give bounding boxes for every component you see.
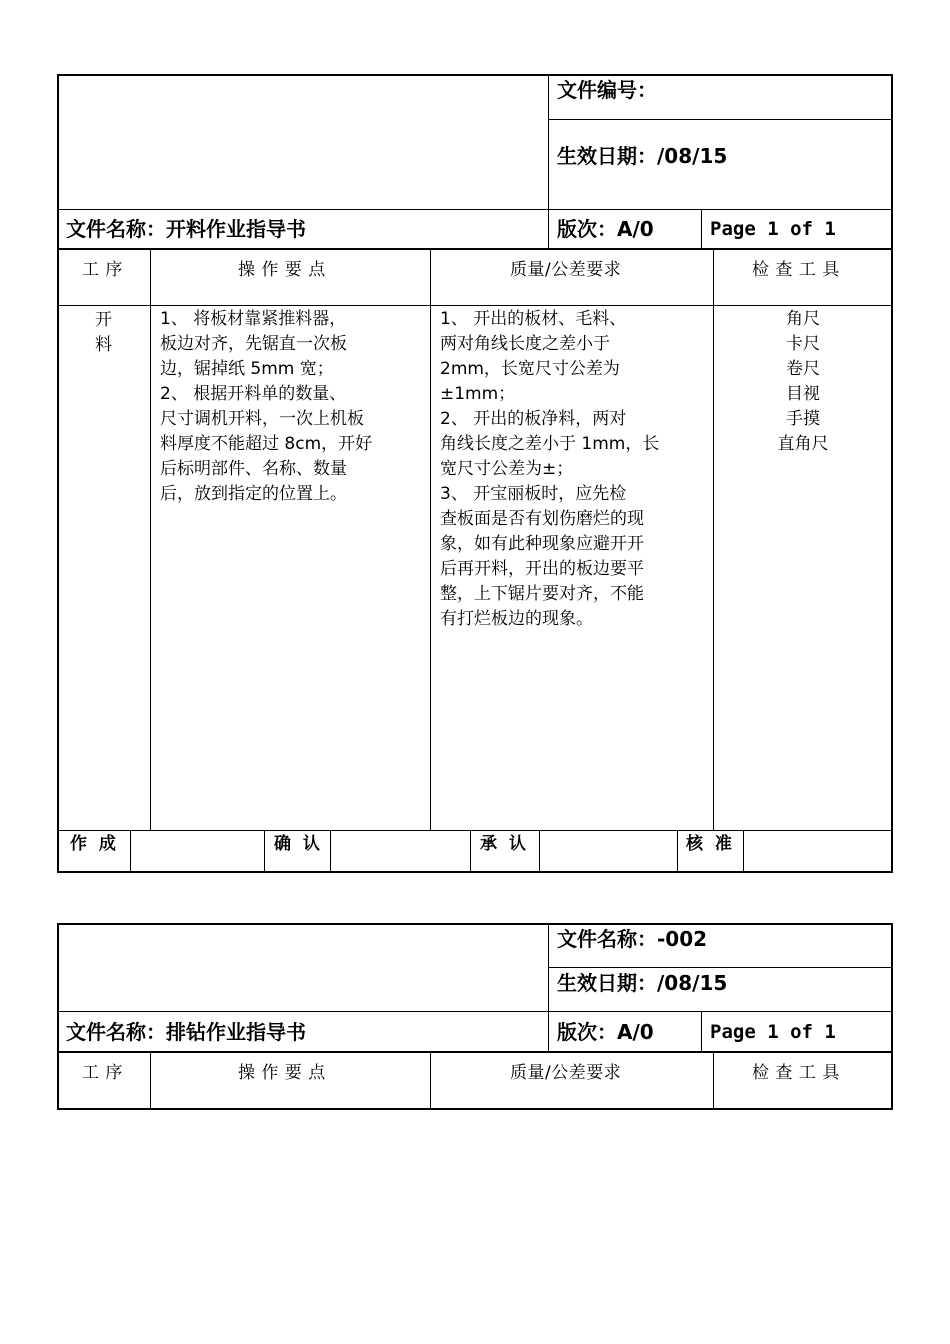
quality-requirements — [440, 307, 659, 632]
column-tools: 检 查 工 具 — [752, 260, 840, 280]
operation-line: 2、 根据开料单的数量、 — [160, 384, 347, 404]
quality-line: 3、 开宝丽板时，应先检 — [440, 484, 627, 504]
effective-date: 生效日期：/08/15 — [557, 144, 728, 168]
quality-line: 2、 开出的板净料，两对 — [440, 409, 627, 429]
quality-line: 象，如有此种现象应避开开 — [440, 534, 644, 554]
quality-line: 有打烂板边的现象。 — [440, 609, 593, 629]
process-name-line2: 料 — [95, 335, 113, 355]
tool-item: 手摸 — [786, 409, 820, 429]
operation-line: 后，放到指定的位置上。 — [160, 484, 347, 504]
version: 版次：A/0 — [557, 217, 654, 241]
sign-made: 作 成 — [70, 834, 119, 854]
file-number-label: 文件编号： — [557, 78, 657, 102]
quality-line: 后再开料，开出的板边要平 — [440, 559, 644, 579]
operation-points — [160, 307, 372, 507]
inspection-tools — [714, 307, 892, 457]
column-process: 工 序 — [82, 260, 123, 280]
file-number-label: 文件名称：-002 — [557, 927, 708, 951]
quality-line: 两对角线长度之差小于 — [440, 334, 610, 354]
column-process: 工 序 — [82, 1063, 123, 1083]
tool-item: 目视 — [786, 384, 820, 404]
operation-line: 尺寸调机开料，一次上机板 — [160, 409, 364, 429]
file-name: 文件名称：排钻作业指导书 — [66, 1020, 306, 1044]
page-number: Page 1 of 1 — [710, 1021, 836, 1043]
tool-item: 直角尺 — [777, 434, 829, 454]
sign-check: 核 准 — [686, 834, 735, 854]
quality-line: 1、 开出的板材、毛料、 — [440, 309, 627, 329]
quality-line: 整，上下锯片要对齐，不能 — [440, 584, 644, 604]
quality-line: 宽尺寸公差为±； — [440, 459, 574, 479]
operation-line: 1、 将板材靠紧推料器， — [160, 309, 347, 329]
sign-confirm: 确 认 — [274, 834, 323, 854]
effective-date: 生效日期：/08/15 — [557, 971, 728, 995]
quality-line: 2mm，长宽尺寸公差为 — [440, 359, 620, 379]
quality-line: 查板面是否有划伤磨烂的现 — [440, 509, 644, 529]
file-name: 文件名称：开料作业指导书 — [66, 217, 306, 241]
sign-approve: 承 认 — [480, 834, 529, 854]
operation-line: 板边对齐，先锯直一次板 — [160, 334, 347, 354]
column-quality: 质量/公差要求 — [510, 1063, 622, 1083]
tool-item: 卷尺 — [786, 359, 820, 379]
page-number: Page 1 of 1 — [710, 218, 836, 240]
quality-line: ±1mm； — [440, 384, 516, 404]
column-tools: 检 查 工 具 — [752, 1063, 840, 1083]
version: 版次：A/0 — [557, 1020, 654, 1044]
process-name-line1: 开 — [95, 310, 113, 330]
operation-line: 边，锯掉纸 5mm 宽； — [160, 359, 334, 379]
column-operation: 操 作 要 点 — [238, 260, 326, 280]
column-quality: 质量/公差要求 — [510, 260, 622, 280]
tool-item: 角尺 — [786, 309, 820, 329]
column-operation: 操 作 要 点 — [238, 1063, 326, 1083]
operation-line: 料厚度不能超过 8cm，开好 — [160, 434, 373, 454]
operation-line: 后标明部件、名称、数量 — [160, 459, 347, 479]
quality-line: 角线长度之差小于 1mm，长 — [440, 434, 660, 454]
tool-item: 卡尺 — [786, 334, 820, 354]
